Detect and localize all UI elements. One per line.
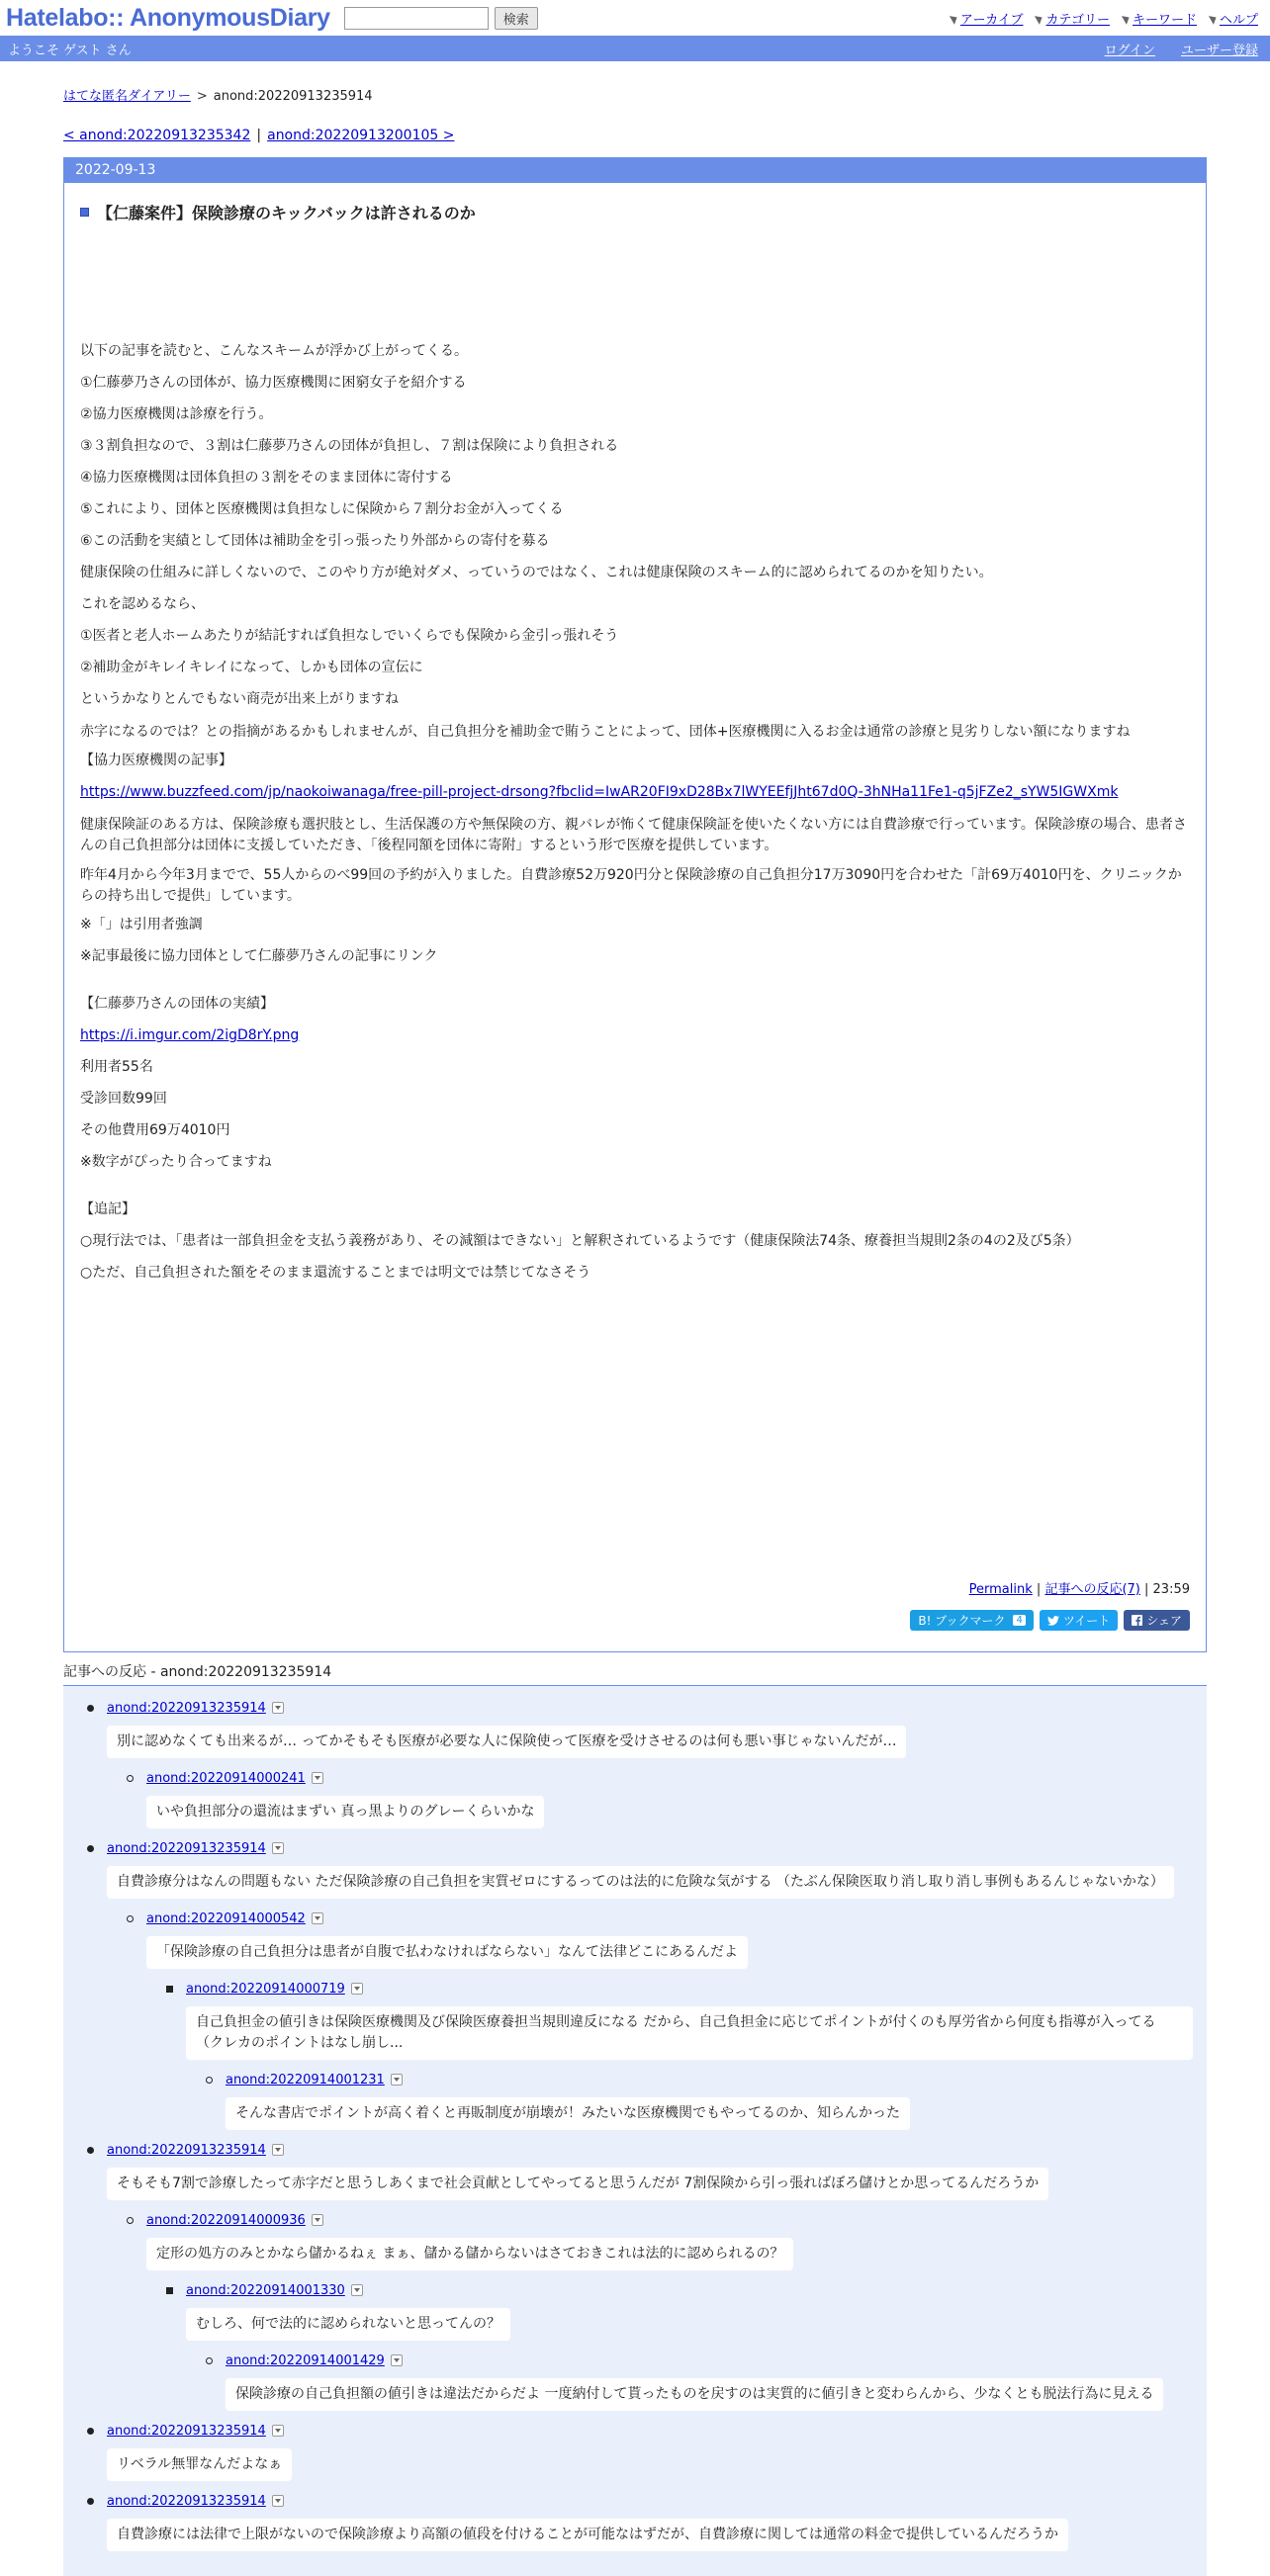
paragraph: ○ただ、自己負担された額をそのまま還流することまでは明文では禁じてなさそう: [80, 1265, 591, 1281]
list-bullet-icon: [166, 2287, 173, 2294]
paragraph: ①仁藤夢乃さんの団体が、協力医療機関に困窮女子を紹介する: [80, 375, 467, 391]
register-link[interactable]: ユーザー登録: [1180, 43, 1258, 58]
list-bullet-icon: [206, 2357, 213, 2364]
search-button[interactable]: 検索: [495, 7, 538, 30]
tweet-button[interactable]: [1040, 1610, 1118, 1631]
main-content: [63, 85, 1207, 2576]
buzzfeed-link[interactable]: https://www.buzzfeed.com/jp/naokoiwanaga/free-pill-project-drsong?fbclid=IwAR20FI9xD28Bx7lWYEEfjJht67d0Q-3hNHa11Fe1-q5jFZe2_sYW5IGWXmk: [80, 784, 1119, 800]
facebook-share-button[interactable]: [1124, 1610, 1190, 1631]
pager-sep: |: [256, 128, 262, 143]
paragraph: ②補助金がキレイキレイになって、しかも団体の宣伝に: [80, 660, 423, 675]
facebook-label: シェア: [1146, 1614, 1182, 1628]
diary-day: [63, 157, 1207, 1652]
article-title-text: 【仁藤案件】保険診療のキックバックは許されるのか: [97, 204, 476, 222]
response-header: [107, 2491, 1193, 2511]
dropdown-icon[interactable]: [272, 1702, 284, 1714]
search-form: [344, 7, 538, 30]
responses-title: 記事への反応 - anond:20220913235914: [63, 1661, 1207, 1686]
bookmark-count: 4: [1013, 1615, 1025, 1626]
response-item: [63, 2491, 1207, 2561]
paragraph: 利用者55名: [80, 1059, 153, 1075]
entry-footer: [969, 1578, 1190, 1597]
response-header: [186, 2280, 1193, 2300]
response-item: [63, 2210, 1207, 2280]
response-id-link[interactable]: anond:20220914000241: [146, 1770, 306, 1786]
nav-keyword-link[interactable]: キーワード: [1132, 13, 1197, 28]
response-text: いや負担部分の還流はまずい 真っ黒よりのグレーくらいかな: [146, 1796, 544, 1828]
response-text: 自己負担金の値引きは保険医療機関及び保険医療養担当規則違反になる だから、自己負担金に応じてポイントが付くのも厚労省から何度も指導が入ってる （クレカのポイントはなし崩し...: [186, 2006, 1193, 2060]
paragraph: ②協力医療機関は診療を行う。: [80, 406, 273, 422]
dropdown-icon[interactable]: [312, 2214, 323, 2226]
response-id-link[interactable]: anond:20220914000542: [146, 1910, 306, 1926]
day-date: 2022-09-13: [64, 158, 1206, 183]
permalink[interactable]: Permalink: [968, 1582, 1033, 1597]
paragraph: ③３割負担なので、３割は仁藤夢乃さんの団体が負担し、７割は保険により負担される: [80, 438, 619, 454]
breadcrumb-root[interactable]: はてな匿名ダイアリー: [63, 89, 191, 104]
article-body: [80, 342, 1190, 1282]
entry-square-icon[interactable]: [80, 208, 89, 217]
nav-help[interactable]: [1211, 9, 1258, 28]
twitter-icon: [1047, 1616, 1059, 1626]
article: [64, 201, 1206, 1282]
response-item: [63, 2070, 1207, 2140]
response-text: むしろ、何で法的に認められないと思ってんの？: [186, 2308, 510, 2341]
search-input[interactable]: [344, 7, 489, 30]
response-header: [146, 2210, 1193, 2230]
list-bullet-icon: [127, 1915, 134, 1922]
bookmark-label: B! ブックマーク: [918, 1614, 1006, 1628]
response-header: [107, 1838, 1193, 1858]
nav-keyword[interactable]: [1124, 9, 1197, 28]
paragraph: その他費用69万4010円: [80, 1122, 230, 1138]
dropdown-icon[interactable]: [391, 2074, 403, 2086]
dropdown-icon[interactable]: [272, 2144, 284, 2156]
response-header: [107, 1698, 1193, 1718]
list-bullet-icon: [206, 2077, 213, 2084]
response-text: 保険診療の自己負担額の値引きは違法だからだよ 一度納付して貰ったものを戻すのは実質的に値引きと変わらんから、少なくとも脱法行為に見える: [226, 2378, 1163, 2411]
welcome-bar: [0, 36, 1270, 61]
response-text: そんな書店でポイントが高く着くと再販制度が崩壊が！みたいな医療機関でもやってるのか、知らんかった: [226, 2097, 910, 2130]
response-id-link[interactable]: anond:20220914001330: [186, 2282, 345, 2298]
entry-time: | 23:59: [1144, 1582, 1190, 1597]
response-text: リベラル無罪なんだよなぁ: [107, 2448, 292, 2481]
paragraph: 健康保険証のある方は、保険診療も選択肢とし、生活保護の方や無保険の方、親バレが怖くて健康保険証を使いたくない方には自費診療で行っています。保険診療の場合、患者さんの自己負担部分は団体に支援していただき、「後程同額を団体に寄附」するという形で医療を提供しています。: [80, 817, 1187, 853]
response-id-link[interactable]: anond:20220914000719: [186, 1981, 345, 1997]
response-id-link[interactable]: anond:20220914001429: [226, 2353, 385, 2368]
response-item: [63, 2351, 1207, 2421]
response-item: [63, 2280, 1207, 2351]
response-text: 定形の処方のみとかなら儲かるねぇ まぁ、儲かる儲からないはさておきこれは法的に認められるの？: [146, 2238, 793, 2270]
paragraph-link: [80, 1026, 1190, 1044]
response-item: [63, 1979, 1207, 2070]
paragraph: ○現行法では、「患者は一部負担金を支払う義務があり、その減額はできない」と解釈されているようです（健康保険法74条、療養担当規則2条の4の2及び5条）: [80, 1233, 1080, 1249]
paragraph: 昨年4月から今年3月までで、55人からのべ99回の予約が入りました。自費診療52万920円分と保険診療の自己負担分17万3090円を合わせた「計69万4010円を、クリニックからの持ち出しで提供」しています。: [80, 867, 1182, 904]
list-bullet-icon: [87, 1845, 94, 1852]
response-text: 「保険診療の自己負担分は患者が自腹で払わなければならない」なんて法律どこにあるんだよ: [146, 1936, 748, 1969]
response-header: [107, 2421, 1193, 2441]
dropdown-icon[interactable]: [351, 2284, 363, 2296]
list-bullet-icon: [166, 1986, 173, 1993]
paragraph: 健康保険の仕組みに詳しくないので、このやり方が絶対ダメ、っていうのではなく、これは健康保険のスキーム的に認められてるのかを知りたい。: [80, 565, 993, 580]
arrow-icon: [1209, 13, 1219, 25]
nav-category[interactable]: [1037, 9, 1109, 28]
list-bullet-icon: [127, 2217, 134, 2224]
paragraph: 【仁藤夢乃さんの団体の実績】: [80, 996, 274, 1012]
nav-category-link[interactable]: カテゴリー: [1045, 13, 1110, 28]
list-bullet-icon: [127, 1775, 134, 1782]
paragraph: ⑥この活動を実績として団体は補助金を引っ張ったり外部からの寄付を募る: [80, 533, 550, 549]
dropdown-icon[interactable]: [272, 1842, 284, 1854]
hatena-bookmark-button[interactable]: [910, 1610, 1033, 1631]
paragraph: 【協力医療機関の記事】: [80, 753, 232, 768]
paragraph: ①医者と老人ホームあたりが結託すれば負担なしでいくらでも保険から金引っ張れそう: [80, 628, 619, 644]
breadcrumb: [63, 85, 1207, 104]
response-item: [63, 2140, 1207, 2210]
response-item: [63, 1838, 1207, 1909]
dropdown-icon[interactable]: [272, 2495, 284, 2507]
reactions-link[interactable]: 記事への反応(7): [1044, 1582, 1140, 1597]
top-nav: [952, 9, 1258, 28]
arrow-icon: [950, 13, 959, 25]
response-id-link[interactable]: anond:20220913235914: [107, 2142, 266, 2158]
dropdown-icon[interactable]: [391, 2354, 403, 2366]
dropdown-icon[interactable]: [312, 1912, 323, 1924]
prev-entry-link[interactable]: < anond:20220913235342: [63, 128, 251, 143]
response-id-link[interactable]: anond:20220913235914: [107, 1840, 266, 1856]
list-bullet-icon: [87, 2498, 94, 2505]
paragraph: 赤字になるのでは？との指摘があるかもしれませんが、自己負担分を補助金で賄うことによって、団体+医療機関に入るお金は通常の診療と見劣りしない額になりますね: [80, 724, 1131, 740]
response-item: [63, 1909, 1207, 1979]
response-header: [186, 1979, 1193, 1999]
paragraph: ④協力医療機関は団体負担の３割をそのまま団体に寄付する: [80, 470, 453, 486]
response-id-link[interactable]: anond:20220914000936: [146, 2212, 306, 2228]
site-logo[interactable]: Hatelabo:: AnonymousDiary: [6, 3, 330, 32]
imgur-link[interactable]: https://i.imgur.com/2igD8rY.png: [80, 1027, 300, 1043]
paragraph: というかなりとんでもない商売が出来上がりますね: [80, 691, 399, 707]
paragraph-link: [80, 783, 1190, 801]
nav-help-link[interactable]: ヘルプ: [1219, 13, 1258, 28]
nav-archive-link[interactable]: アーカイブ: [959, 13, 1024, 28]
response-header: [226, 2351, 1193, 2370]
welcome-text: ようこそ ゲスト さん: [8, 43, 132, 58]
dropdown-icon[interactable]: [351, 1983, 363, 1995]
dropdown-icon[interactable]: [272, 2425, 284, 2437]
next-entry-link[interactable]: anond:20220913200105 >: [267, 128, 455, 143]
pager: [63, 128, 1207, 143]
response-header: [107, 2140, 1193, 2160]
response-text: 自費診療には法律で上限がないので保険診療より高額の値段を付けることが可能なはずだが、自費診療に関しては通常の料金で提供しているんだろうか: [107, 2519, 1068, 2551]
response-header: [146, 1768, 1193, 1788]
footer-sep: |: [1036, 1582, 1042, 1597]
paragraph: ※数字がぴったり合ってますね: [80, 1154, 272, 1170]
paragraph: これを認めるなら、: [80, 596, 205, 612]
paragraph: 以下の記事を読むと、こんなスキームが浮かび上がってくる。: [80, 343, 468, 359]
facebook-icon: [1132, 1615, 1142, 1626]
response-item: [63, 1698, 1207, 1768]
dropdown-icon[interactable]: [312, 1772, 323, 1784]
top-bar: [0, 0, 1270, 36]
responses-list: [63, 1686, 1207, 2576]
list-bullet-icon: [87, 1705, 94, 1712]
paragraph: 【追記】: [80, 1201, 136, 1217]
paragraph: ※記事最後に協力団体として仁藤夢乃さんの記事にリンク: [80, 948, 438, 964]
response-text: そもそも7割で診療したって赤字だと思うしあくまで社会貢献としてやってると思うんだが 7割保険から引っ張ればぼろ儲けとか思ってるんだろうか: [107, 2168, 1048, 2200]
response-item: [63, 1768, 1207, 1838]
breadcrumb-sep: >: [196, 89, 208, 104]
share-buttons: [910, 1610, 1190, 1631]
login-link[interactable]: ログイン: [1104, 43, 1155, 58]
response-id-link[interactable]: anond:20220913235914: [107, 2423, 266, 2439]
breadcrumb-current: anond:20220913235914: [213, 89, 373, 104]
response-header: [146, 1909, 1193, 1928]
article-title: [80, 201, 1190, 223]
paragraph: 受診回数99回: [80, 1091, 167, 1107]
response-header: [226, 2070, 1193, 2089]
paragraph: ⑤これにより、団体と医療機関は負担なしに保険から７割分お金が入ってくる: [80, 501, 564, 517]
response-text: 別に認めなくても出来るが… ってかそもそも医療が必要な人に保険使って医療を受けさせるのは何も悪い事じゃないんだが…: [107, 1726, 906, 1758]
response-id-link[interactable]: anond:20220913235914: [107, 2493, 266, 2509]
arrow-icon: [1122, 13, 1132, 25]
response-item: [63, 2421, 1207, 2491]
arrow-icon: [1035, 13, 1044, 25]
list-bullet-icon: [87, 2428, 94, 2435]
response-id-link[interactable]: anond:20220914001231: [226, 2072, 385, 2087]
list-bullet-icon: [87, 2147, 94, 2154]
nav-archive[interactable]: [952, 9, 1024, 28]
response-id-link[interactable]: anond:20220913235914: [107, 1700, 266, 1716]
tweet-label: ツイート: [1062, 1614, 1111, 1628]
response-text: 自費診療分はなんの問題もない ただ保険診療の自己負担を実質ゼロにするってのは法的に危険な気がする （たぶん保険医取り消し取り消し事例もあるんじゃないかな）: [107, 1866, 1174, 1899]
paragraph: ※「」は引用者強調: [80, 917, 203, 933]
